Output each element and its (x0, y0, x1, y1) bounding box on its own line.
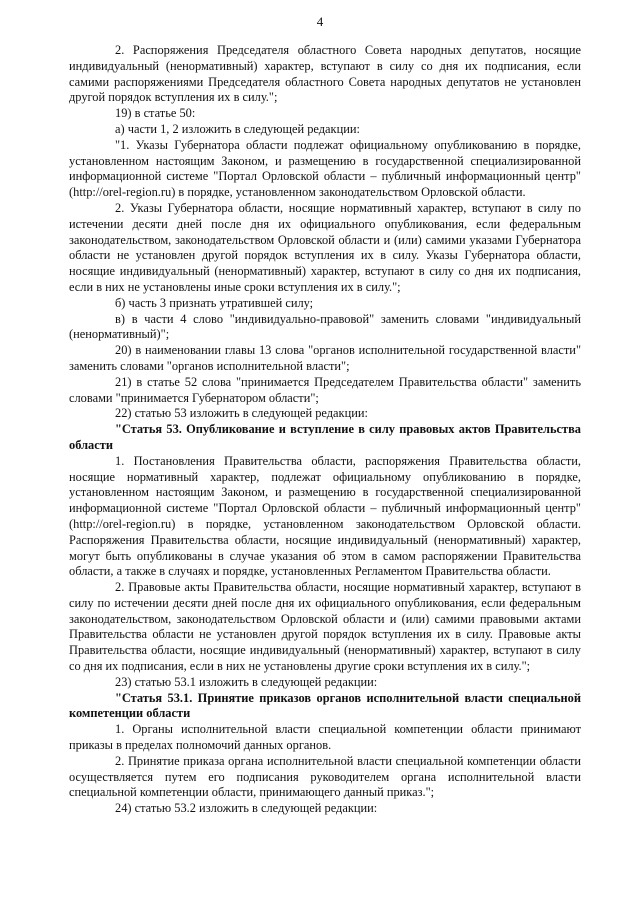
paragraph-item-21: 21) в статье 52 слова "принимается Председателем Правительства области" заменить словами "принимается Губернатором области"; (69, 374, 581, 405)
paragraph-article-53-part-2: 2. Правовые акты Правительства области, носящие нормативный характер, вступают в силу по истечении десяти дней после дня их официального опубликования, если федеральным законодательством, законодательством Орловской области и (или) самими правовыми актами Правительства области не установлен другой порядок вступления их в силу. Правовые акты Правительства области, носящие индивидуальный (ненормативный) характер, вступают в силу со дня их подписания, если в них не установлены другие сроки вступления их в силу."; (69, 580, 581, 674)
paragraph-item-22: 22) статью 53 изложить в следующей редакции: (115, 406, 368, 421)
paragraph-subitem-v: в) в части 4 слово "индивидуально-правовой" заменить словами "индивидуальный (ненормативный)"; (69, 311, 581, 342)
paragraph-governor-decrees-1: "1. Указы Губернатора области подлежат официальному опубликованию в порядке, установленном настоящим Законом, и размещению в государственной специализированной информационной системе "Портал Орловской области – публичный информационный центр" (http://orel-region.ru) в порядке, установленном законодательством Орловской области. (69, 137, 581, 200)
paragraph-item-19: 19) в статье 50: (115, 106, 196, 121)
paragraph-item-24: 24) статью 53.2 изложить в следующей редакции: (115, 801, 378, 816)
paragraph-subitem-b: б) часть 3 признать утратившей силу; (115, 295, 314, 310)
document-body (69, 43, 581, 817)
paragraph-item-23: 23) статью 53.1 изложить в следующей редакции: (115, 674, 378, 689)
paragraph-article-53-part-1: 1. Постановления Правительства области, распоряжения Правительства области, носящие нормативный характер, подлежат официальному опубликованию в порядке, установленном настоящим Законом, и размещению в государственной специализированной информационной системе "Портал Орловской области – публичный информационный центр" (http://orel-region.ru) в порядке, установленном законодательством Орловской области. Распоряжения Правительства области, носящие индивидуальный (ненормативный) характер, могут быть опубликованы в случае указания об этом в самом распоряжении Правительства области, а также в случаях и порядке, установленных Регламентом Правительства области. (69, 453, 581, 579)
paragraph-governor-decrees-2: 2. Указы Губернатора области, носящие нормативный характер, вступают в силу по истечении десяти дней после дня их официального опубликования, если федеральным законодательством, законодательством Орловской области и (или) самими указами Губернатора области не установлен другой порядок вступления их в силу. Указы Губернатора области, носящие индивидуальный (ненормативный) характер, вступают в силу со дня их подписания, если в них не установлены иные сроки вступления их в силу."; (69, 200, 581, 294)
paragraph-item-20: 20) в наименовании главы 13 слова "органов исполнительной государственной власти" заменить словами "органов исполнительной власти"; (69, 343, 581, 373)
paragraph-subitem-a: а) части 1, 2 изложить в следующей редакции: (115, 121, 360, 136)
paragraph-article-53-1-part-2: 2. Принятие приказа органа исполнительной власти специальной компетенции области осуществляется путем его подписания руководителем органа исполнительной власти специальной компетенции области, принимающего данный приказ."; (69, 753, 581, 800)
page-number: 4 (316, 14, 324, 29)
article-53-1-heading: "Статья 53.1. Принятие приказов органов исполнительной власти специальной компетенции области (69, 690, 581, 721)
paragraph-distribution-chairman-orders: 2. Распоряжения Председателя областного Совета народных депутатов, носящие индивидуальный (ненормативный) характер, вступают в силу со дня их подписания, если самими распоряжениями Председателя областного Совета народных депутатов не установлен другой порядок вступления их в силу."; (69, 43, 581, 105)
paragraph-article-53-1-part-1: 1. Органы исполнительной власти специальной компетенции области принимают приказы в пределах полномочий данных органов. (69, 722, 581, 753)
article-53-heading: "Статья 53. Опубликование и вступление в силу правовых актов Правительства области (69, 422, 581, 452)
